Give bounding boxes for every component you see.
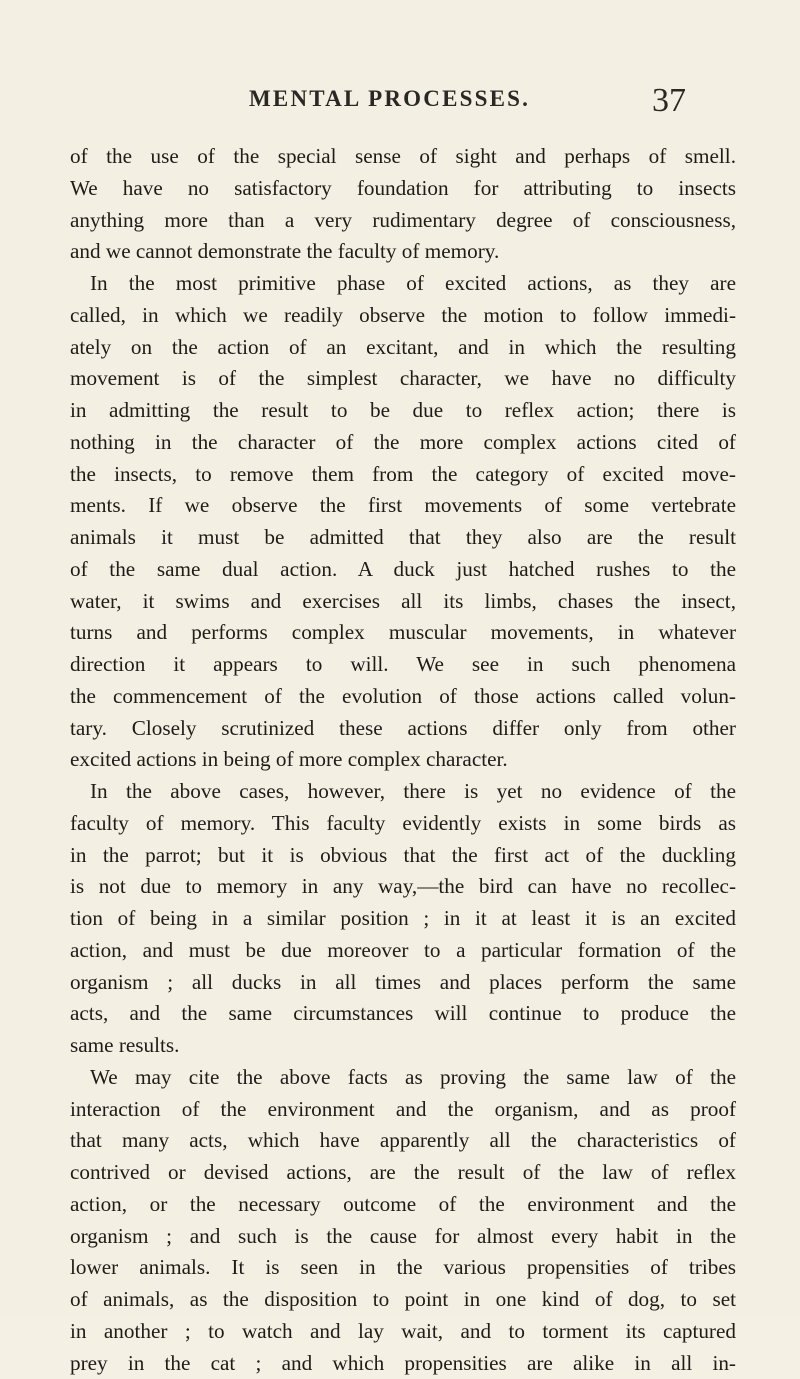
text-line: water, it swims and exercises all its limbs, chases the insect,	[70, 586, 736, 618]
text-line: tion of being in a similar position ; in it at least it is an excited	[70, 903, 736, 935]
text-line: direction it appears to will. We see in such phenomena	[70, 649, 736, 681]
text-line: organism ; all ducks in all times and places perform the same	[70, 967, 736, 999]
text-line: interaction of the environment and the organism, and as proof	[70, 1094, 736, 1126]
text-line: animals it must be admitted that they also are the result	[70, 522, 736, 554]
page-number: 37	[652, 82, 686, 120]
text-line: in admitting the result to be due to reflex action; there is	[70, 395, 736, 427]
text-line: organism ; and such is the cause for almost every habit in the	[70, 1221, 736, 1253]
text-line: tary. Closely scrutinized these actions differ only from other	[70, 713, 736, 745]
text-line: the commencement of the evolution of those actions called volun-	[70, 681, 736, 713]
text-line: acts, and the same circumstances will continue to produce the	[70, 998, 736, 1030]
text-line: action, or the necessary outcome of the environment and the	[70, 1189, 736, 1221]
text-line: in another ; to watch and lay wait, and to torment its captured	[70, 1316, 736, 1348]
text-line: In the most primitive phase of excited actions, as they are	[70, 268, 736, 300]
text-line: same results.	[70, 1030, 736, 1062]
text-line: prey in the cat ; and which propensities are alike in all in-	[70, 1348, 736, 1379]
text-line: called, in which we readily observe the motion to follow immedi-	[70, 300, 736, 332]
text-line: nothing in the character of the more complex actions cited of	[70, 427, 736, 459]
text-line: We have no satisfactory foundation for attributing to insects	[70, 173, 736, 205]
text-line: lower animals. It is seen in the various propensities of tribes	[70, 1252, 736, 1284]
text-line: anything more than a very rudimentary degree of consciousness,	[70, 205, 736, 237]
text-line: ately on the action of an excitant, and in which the resulting	[70, 332, 736, 364]
text-line: turns and performs complex muscular movements, in whatever	[70, 617, 736, 649]
text-line: We may cite the above facts as proving the same law of the	[70, 1062, 736, 1094]
text-line: movement is of the simplest character, we have no difficulty	[70, 363, 736, 395]
text-line: of animals, as the disposition to point in one kind of dog, to set	[70, 1284, 736, 1316]
text-line: faculty of memory. This faculty evidently exists in some birds as	[70, 808, 736, 840]
text-line: in the parrot; but it is obvious that the first act of the duckling	[70, 840, 736, 872]
body-text	[70, 141, 736, 1379]
running-head	[0, 86, 800, 126]
text-line: In the above cases, however, there is yet no evidence of the	[70, 776, 736, 808]
text-line: action, and must be due moreover to a particular formation of the	[70, 935, 736, 967]
text-line: of the same dual action. A duck just hatched rushes to the	[70, 554, 736, 586]
text-line: excited actions in being of more complex character.	[70, 744, 736, 776]
text-line: ments. If we observe the first movements of some vertebrate	[70, 490, 736, 522]
text-line: is not due to memory in any way,—the bird can have no recollec-	[70, 871, 736, 903]
text-line: the insects, to remove them from the category of excited move-	[70, 459, 736, 491]
running-head-title: MENTAL PROCESSES.	[249, 86, 530, 112]
text-line: contrived or devised actions, are the result of the law of reflex	[70, 1157, 736, 1189]
text-line: of the use of the special sense of sight and perhaps of smell.	[70, 141, 736, 173]
text-line: and we cannot demonstrate the faculty of memory.	[70, 236, 736, 268]
text-line: that many acts, which have apparently all the characteristics of	[70, 1125, 736, 1157]
